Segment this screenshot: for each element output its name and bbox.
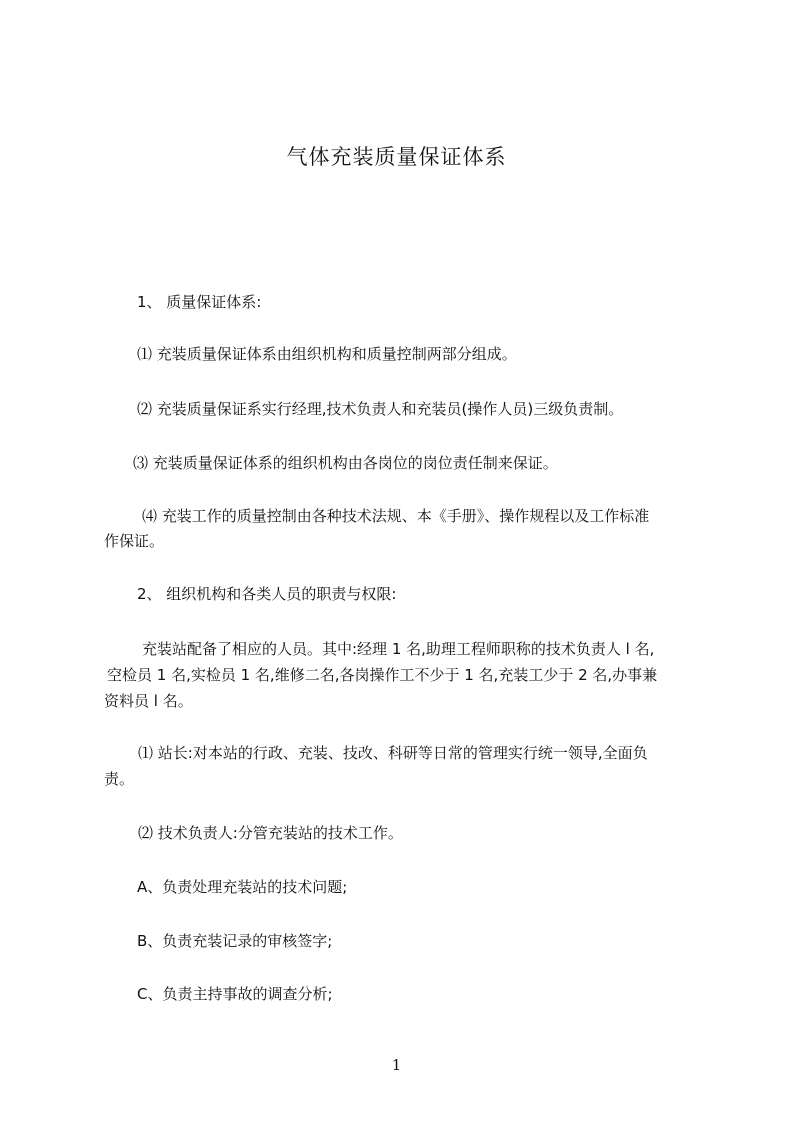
paragraph-line: ⑵ 充装质量保证系实行经理,技术负责人和充装员(操作人员)三级负责制。 [137,400,624,418]
paragraph-line: ⑴ 充装质量保证体系由组织机构和质量控制两部分组成。 [137,345,517,363]
paragraph-line: 作保证。 [104,532,165,550]
paragraph-line: ⑶ 充装质量保证体系的组织机构由各岗位的岗位责任制来保证。 [133,454,558,472]
section-heading-2: 2、 组织机构和各类人员的职责与权限: [137,585,397,603]
paragraph-line: 空检员 1 名,实检员 1 名,维修二名,各岗操作工不少于 1 名,充装工少于 2 名,办事兼 [107,666,658,684]
list-item: B、负责充装记录的审核签字; [137,932,333,950]
page-number: 1 [391,1056,402,1074]
paragraph-line: ⑴ 站长:对本站的行政、充装、技改、科研等日常的管理实行统一领导,全面负 [138,744,648,762]
paragraph-line: ⑷ 充装工作的质量控制由各种技术法规、本《手册》、操作规程以及工作标准 [142,507,650,525]
paragraph-line: 资料员 l 名。 [104,692,193,710]
list-item: C、负责主持事故的调查分析; [137,985,333,1003]
paragraph-line: ⑵ 技术负责人:分管充装站的技术工作。 [138,824,403,842]
paragraph-line: 责。 [104,770,135,788]
list-item: A、负责处理充装站的技术问题; [137,878,348,896]
document-title: 气体充装质量保证体系 [286,145,507,169]
section-heading-1: 1、 质量保证体系: [137,293,262,311]
paragraph-line: 充装站配备了相应的人员。其中:经理 1 名,助理工程师职称的技术负责人 l 名, [142,640,655,658]
